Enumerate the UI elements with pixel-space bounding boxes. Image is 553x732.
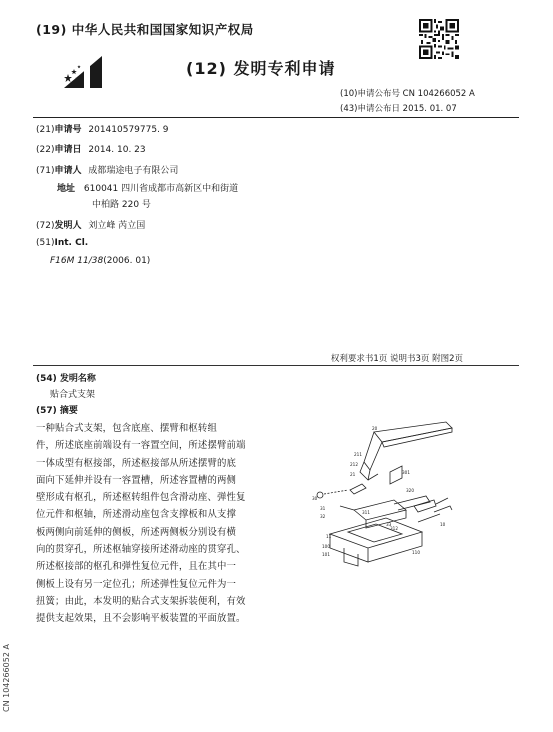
arm-front xyxy=(364,432,382,470)
figure-label: 301 xyxy=(402,470,410,475)
intcl-label: Int. Cl. xyxy=(54,238,89,248)
address-line-2 xyxy=(92,197,151,210)
publication-date xyxy=(340,102,457,114)
figure-label: 20 xyxy=(372,426,378,431)
title-code: (54) xyxy=(36,374,57,384)
app-no-label: 申请号 xyxy=(54,125,82,135)
figure-label: 10 xyxy=(440,522,446,527)
doc-type-code: (12) xyxy=(186,59,227,78)
base-foot xyxy=(344,548,358,566)
figure-label: 211 xyxy=(354,452,362,457)
office-code: (19) xyxy=(36,22,67,37)
app-date-value: 2014. 10. 23 xyxy=(88,145,146,155)
int-cl-class xyxy=(50,256,150,266)
office-header xyxy=(36,20,254,38)
arm-top xyxy=(374,422,452,442)
figure-label: 32 xyxy=(320,514,326,519)
pub-no-value: CN 104266052 A xyxy=(402,89,475,99)
figure-label: 11 xyxy=(326,534,332,539)
title-heading xyxy=(36,371,96,384)
app-date-label: 申请日 xyxy=(54,145,82,155)
abstract-line: 侧板上设有另一定位孔；所述弹性复位元件为一 xyxy=(36,578,237,590)
applicant-label: 申请人 xyxy=(54,166,82,176)
figure-label: 33 xyxy=(386,522,392,527)
address-line-1 xyxy=(57,181,238,194)
abstract-line: 一种贴合式支架，包含底座、摆臂和枢转组 xyxy=(36,423,217,434)
app-date-code: (22) xyxy=(36,145,55,155)
intcl-edition: (2006. 01) xyxy=(103,256,151,266)
doc-type-name: 发明专利申请 xyxy=(233,59,336,78)
figure-label: 311 xyxy=(362,510,370,515)
abstract-label: 摘要 xyxy=(59,406,78,416)
address-value-1: 610041 四川省成都市高新区中和街道 xyxy=(83,184,239,194)
abstract-code: (57) xyxy=(36,406,57,416)
pub-no-label: 申请公布号 xyxy=(357,89,400,99)
abstract-line: 壁形成有枢孔，所述枢转组件包含滑动座、弹性复 xyxy=(36,492,246,504)
figure-label: 100 xyxy=(322,544,330,549)
spring xyxy=(390,466,402,484)
inventor-value: 刘立峰 芮立国 xyxy=(88,221,146,231)
abstract-line: 向的贯穿孔，所述枢轴穿接所述滑动座的贯穿孔、 xyxy=(36,544,246,556)
pub-no-code: (10) xyxy=(340,89,358,99)
pivot-pin xyxy=(350,484,366,494)
abstract-line: 面向下延伸并设有一容置槽，所述容置槽的两侧 xyxy=(36,474,237,486)
intcl-code: (51) xyxy=(36,238,55,248)
applicant-code: (71) xyxy=(36,166,55,176)
pub-date-value: 2015. 01. 07 xyxy=(402,104,457,114)
side-publication-number: CN 104266052 A xyxy=(2,644,11,712)
abstract-line: 所述枢接部的枢孔和弹性复位元件，且在其中一 xyxy=(36,561,237,573)
applicant-value: 成都瑞途电子有限公司 xyxy=(88,166,179,176)
intcl-class: F16M 11/38 xyxy=(50,256,104,266)
base xyxy=(330,518,422,548)
patent-figure xyxy=(290,414,486,580)
publication-number xyxy=(340,87,475,99)
application-date xyxy=(36,142,146,155)
applicant xyxy=(36,163,178,176)
figure-label: 101 xyxy=(322,552,330,557)
invention-title: 贴合式支架 xyxy=(50,390,96,400)
pub-date-code: (43) xyxy=(340,104,358,114)
figure-label: 21 xyxy=(350,472,356,477)
cnipa-logo-icon xyxy=(62,52,104,94)
header-divider xyxy=(33,117,519,118)
app-no-code: (21) xyxy=(36,125,55,135)
qr-code-icon xyxy=(419,19,459,59)
abstract-heading xyxy=(36,403,78,416)
figure-label: 320 xyxy=(406,488,414,493)
application-number xyxy=(36,122,169,135)
abstract-line: 件，所述底座前端设有一容置空间，所述摆臂前端 xyxy=(36,440,246,452)
abstract-text xyxy=(36,420,274,628)
figure-label: 312 xyxy=(390,526,398,531)
address-value-2: 中柏路 220 号 xyxy=(92,200,151,210)
figure-label: 30 xyxy=(312,496,318,501)
abstract-line: 扭簧；由此，本发明的贴合式支架拆装便利，有效 xyxy=(36,595,246,607)
pub-date-label: 申请公布日 xyxy=(357,104,400,114)
abstract-line: 一体成型有枢接部，所述枢接部从所述摆臂的底 xyxy=(36,457,237,469)
counts-divider xyxy=(33,365,519,366)
document-type xyxy=(186,56,335,79)
figure-label: 212 xyxy=(350,462,358,467)
abstract-line: 位元件和枢轴，所述滑动座包含支撑板和从支撑 xyxy=(36,509,237,521)
abstract-line: 板两侧向前延伸的侧板，所述两侧板分别设有横 xyxy=(36,526,237,538)
int-cl xyxy=(36,238,88,248)
figure-label: 110 xyxy=(412,550,420,555)
figure-label: 31 xyxy=(320,506,326,511)
inventor-label: 发明人 xyxy=(54,221,82,231)
inventor-code: (72) xyxy=(36,221,55,231)
app-no-value: 201410579775. 9 xyxy=(88,125,169,135)
abstract-line: 提供支起效果，且不会影响平板装置的平面放置。 xyxy=(36,613,246,625)
address-label: 地址 xyxy=(57,184,76,194)
page-counts: 权利要求书1页 说明书3页 附图2页 xyxy=(330,354,463,364)
office-name: 中华人民共和国国家知识产权局 xyxy=(71,22,254,37)
title-label: 发明名称 xyxy=(59,374,96,384)
inventor xyxy=(36,218,145,231)
